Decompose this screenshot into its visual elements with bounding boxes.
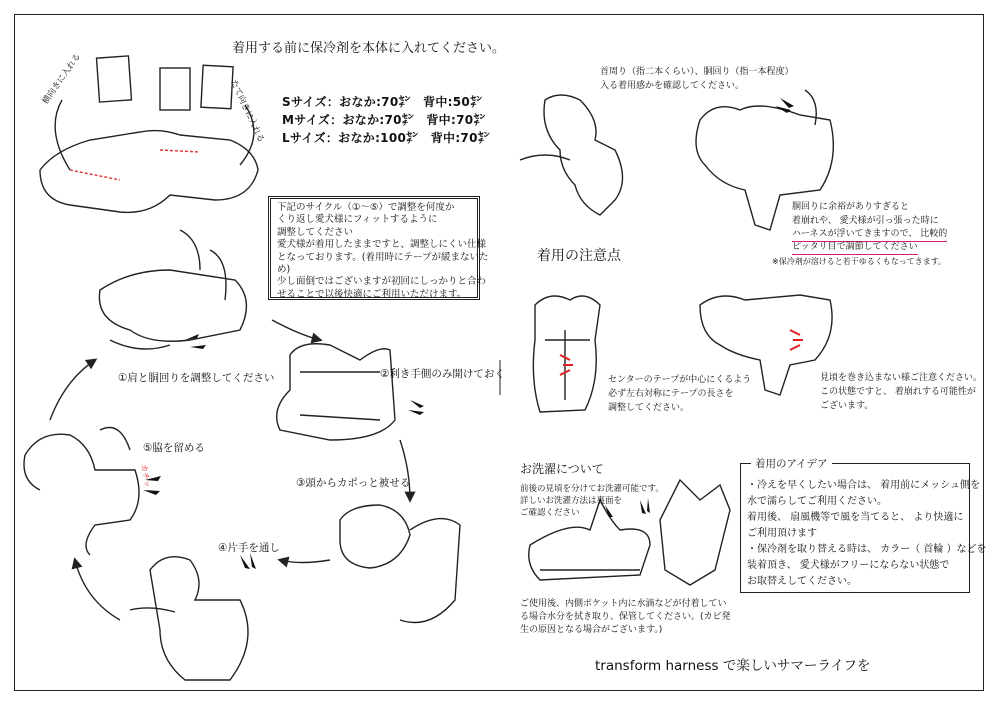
washing-line: 前後の見頃を分けてお洗濯可能です。 [520,484,664,494]
center-tape-line: センターのテープが中心にくるよう [608,375,752,385]
step-4-label: ④片手を通し [218,542,280,554]
size-s: Sサイズ：おなか:70㌢ 背中:50㌢ [282,95,483,109]
step2-harness-illustration [277,344,395,440]
idea-line: 水で濡らしてご利用ください。 [747,496,887,507]
size-l: Lサイズ：おなか:100㌢ 背中:70㌢ [282,131,491,145]
cycle-line: となっております。(着用時にテープが緩まないた [277,251,489,263]
cooler-pack-icons [97,56,234,110]
cycle-line: 調整してください [277,226,354,238]
idea-line: 装着頂き、 愛犬様がフリーにならない状態で [747,560,950,571]
size-m: Mサイズ：おなか:70㌢ 背中:70㌢ [282,113,486,127]
fit-check-line2: 入る着用感かを確認してください。 [600,81,745,91]
washing-heading: お洗濯について [520,462,604,476]
cycle-line: め) [277,264,291,276]
step-2-label: ②利き手側のみ開けておく [380,368,505,380]
cycle-line: 愛犬様が着用したままですと、調整しにくい仕様 [277,239,487,251]
fit-warn-line: ピッタリ目で調節してください [792,241,918,255]
caution-heading: 着用の注意点 [537,248,621,264]
center-tape-line: 必ず左右対称にテープの長さを [608,389,734,399]
flat-harness-icon [40,131,258,213]
cooler-melt-note: ※保冷剤が溶けると若干ゆるくもなってきます。 [772,257,947,266]
collar-caution-line: ございます。 [820,401,874,411]
after-use-line: ご使用後、内側ポケット内に水滴などが付着してい [520,599,727,609]
idea-line: お取替えしてください。 [747,576,857,587]
after-use-line: る場合水分を拭き取り、保管してください。(カビ発 [520,612,731,622]
center-tape-line: 調整してください。 [608,403,690,413]
cycle-instructions-box [268,196,489,300]
idea-line: ・冷えを早くしたい場合は、 着用前にメッシュ側を [747,480,980,491]
washing-line: 詳しいお洗濯方法は裏面を [520,496,623,506]
label-horizontal: 横向きに入れる [40,51,84,107]
cycle-line: 下記のサイクル（①〜⑤）で調整を何度か [277,202,455,213]
collar-caution-line: 見頃を巻き込まない様ご注意ください。 [820,373,983,383]
ideas-box [740,458,987,593]
washing-line: ご確認ください [520,508,580,518]
collar-caution-line: この状態ですと、 着崩れする可能性が [820,387,976,397]
cycle-line: くり返し愛犬様にフィットするように [277,214,438,226]
label-vertical: たて向きに入れる [228,78,266,145]
step4-illustration [130,557,248,680]
fit-warn-line: ハーネスが浮いてきますので、 比較的 [792,228,947,242]
label-click: カチッ [139,463,153,489]
step1-illustration [99,230,246,349]
insert-cooler-instruction: 着用する前に保冷剤を本体に入れてください。 [232,41,506,56]
fit-check-line1: 首周り（指二本くらい）、胴回り（指一本程度） [600,67,794,77]
idea-line: 着用後、 扇風機等で風を当てると、 より快適に [747,512,964,523]
fit-check-dog-front [520,95,623,215]
step-5-label: ⑤脇を留める [143,442,205,454]
step-1-label: ①肩と胴回りを調整してください [118,372,275,384]
step5-illustration [24,428,139,556]
cycle-line: せることで以後快適にご利用いただけます。 [277,288,467,300]
idea-line: ご利用頂けます [747,528,817,539]
after-use-line: 生の原因となる場合がございます。) [520,625,663,635]
idea-line: ・保冷剤を取り替える時は、 カラー（ 首輪 ）などを [747,544,987,555]
ideas-heading: 着用のアイデア [751,456,832,472]
cycle-line: 少し面倒ではございますが初回にしっかりと合わ [277,276,487,288]
caution-dog-front [533,296,600,412]
footer-tagline: transform harness で楽しいサマーライフを [595,658,871,674]
step3-illustration [340,505,460,623]
fit-warn-line: 着崩れや、 愛犬様が引っ張った時に [792,216,939,226]
step-3-label: ③頭からカポっと被せる [296,477,411,489]
fit-warn-line: 胴回りに余裕がありすぎると [792,202,910,212]
